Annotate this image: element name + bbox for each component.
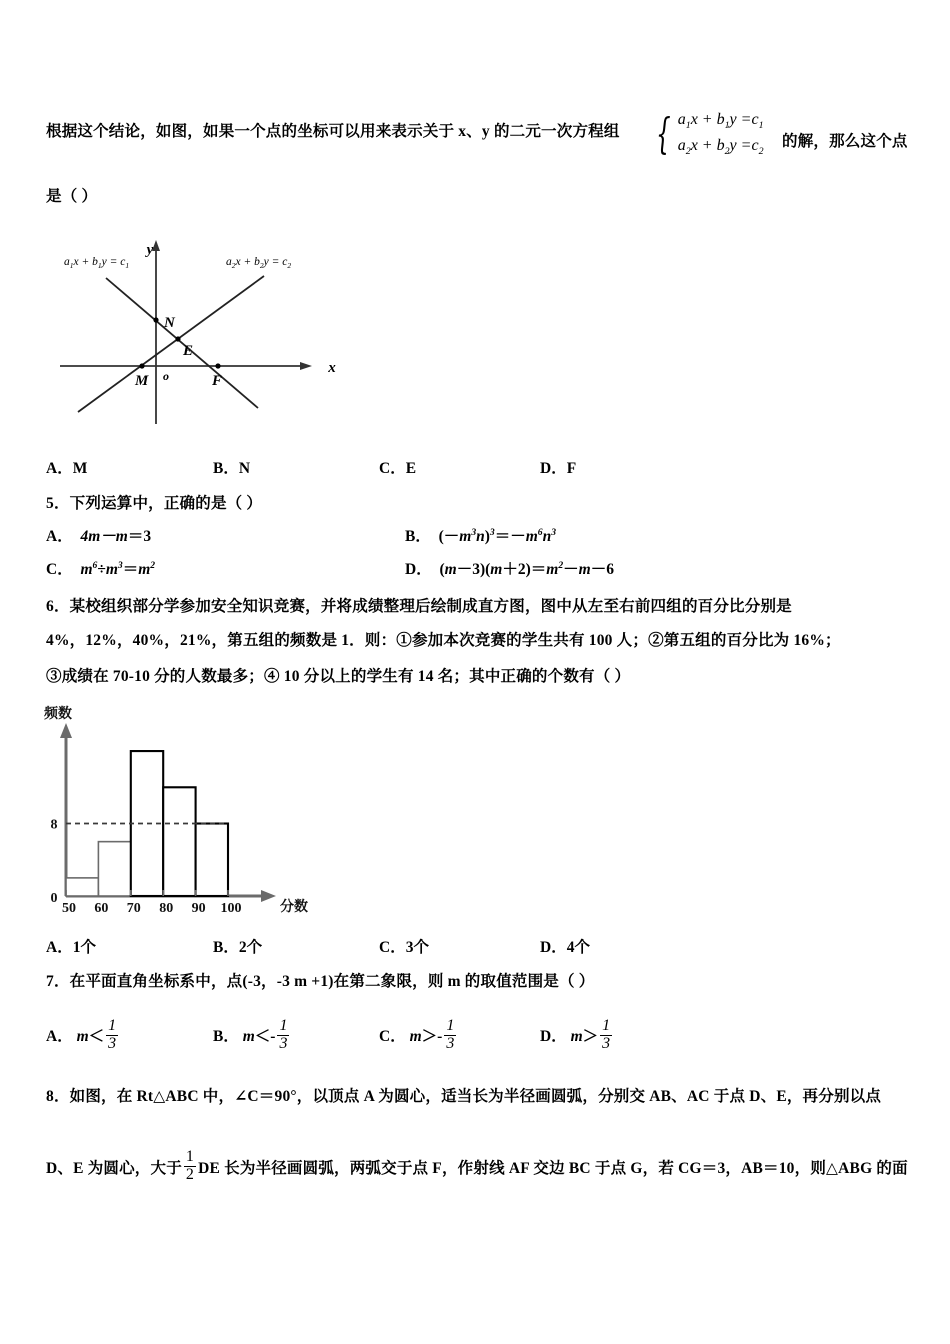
q7-option-d-den: 3 bbox=[602, 1034, 611, 1052]
q7-option-a-num: 1 bbox=[108, 1017, 117, 1034]
q7-option-d[interactable] bbox=[540, 1017, 614, 1055]
line1-equation-label: $a_1x + b_1y = c_1$ bbox=[64, 256, 130, 270]
q4-figure-coordinate-plane bbox=[46, 232, 346, 432]
q4-option-b[interactable]: B．N bbox=[213, 460, 251, 477]
q6-option-c-letter: C． bbox=[379, 939, 406, 956]
q7-option-a-den: 3 bbox=[108, 1034, 117, 1052]
brace-icon: { bbox=[656, 108, 671, 158]
q7-option-c-rel: ＞ bbox=[421, 1027, 438, 1045]
q8-fraction-num: 1 bbox=[185, 1148, 195, 1165]
q7-option-a[interactable] bbox=[46, 1017, 120, 1055]
q5-stem-text: 下列运算中，正确的是（ ） bbox=[69, 495, 263, 512]
q8-stem-line2-before: D、E 为圆心，大于 bbox=[46, 1159, 182, 1177]
q6-option-a-letter: A． bbox=[46, 939, 73, 956]
histogram-x-tick-label: 90 bbox=[191, 901, 206, 916]
point-M bbox=[139, 363, 144, 368]
histogram-y-tick-0: 0 bbox=[50, 891, 58, 906]
q6-figure-histogram bbox=[32, 702, 352, 917]
q6-option-b[interactable] bbox=[213, 935, 262, 957]
q5-option-c[interactable] bbox=[46, 557, 155, 579]
q7-option-a-var: m bbox=[76, 1027, 89, 1045]
q6-option-d-value: 4个 bbox=[566, 939, 590, 956]
q6-number: 6． bbox=[46, 598, 70, 615]
q7-option-a-rel: ＜ bbox=[88, 1027, 105, 1045]
q6-option-c-value: 3个 bbox=[405, 939, 429, 956]
histogram-bar bbox=[66, 878, 98, 896]
q8-fraction-half bbox=[184, 1149, 196, 1184]
label-E: E bbox=[183, 343, 194, 359]
q7-option-b[interactable] bbox=[213, 1017, 291, 1055]
label-M: M bbox=[135, 373, 149, 389]
q7-option-c-var: m bbox=[409, 1027, 422, 1045]
q7-option-b-letter: B． bbox=[213, 1027, 239, 1045]
q6-stem-line1 bbox=[46, 595, 792, 618]
q8-fraction-den: 2 bbox=[185, 1165, 195, 1183]
q4-option-d[interactable]: D．F bbox=[540, 460, 577, 477]
q4-option-c[interactable]: C．E bbox=[379, 460, 417, 477]
q7-stem bbox=[46, 970, 595, 993]
q7-option-d-letter: D． bbox=[540, 1027, 567, 1045]
q7-option-b-sign: - bbox=[270, 1027, 276, 1045]
q7-option-c-fraction bbox=[444, 1018, 456, 1053]
histogram-x-axis-label: 分数 bbox=[280, 898, 308, 914]
histogram-bar bbox=[163, 787, 195, 896]
q7-option-c-sign: - bbox=[437, 1027, 443, 1045]
q5-option-b[interactable] bbox=[405, 524, 556, 546]
q7-stem-text: 在平面直角坐标系中，点(-3，-3 m +1)在第二象限，则 m 的取值范围是（ ） bbox=[69, 973, 595, 990]
histogram-y-tick-8: 8 bbox=[50, 817, 58, 833]
q5-option-b-expr: $(-m^3n)^3=-m^6n^3$ bbox=[434, 526, 557, 545]
q7-number: 7． bbox=[46, 973, 70, 990]
q7-option-a-letter: A． bbox=[46, 1027, 73, 1045]
q5-option-d[interactable] bbox=[405, 557, 614, 579]
line-a2x-b2y-c2 bbox=[78, 276, 264, 412]
q5-option-b-letter: B． bbox=[405, 528, 431, 545]
q6-option-c[interactable] bbox=[379, 935, 429, 957]
q6-option-b-value: 2个 bbox=[238, 939, 263, 956]
point-N bbox=[153, 317, 158, 322]
histogram-x-tick-label: 80 bbox=[159, 901, 174, 916]
q6-option-a-value: 1个 bbox=[72, 939, 96, 956]
histogram-y-axis-arrow-icon bbox=[60, 723, 72, 738]
histogram-x-tick-label: 100 bbox=[220, 901, 242, 916]
q4-equation-line2: $a_2x + b_2y =c_2$ bbox=[677, 136, 764, 157]
histogram-x-tick-label: 60 bbox=[94, 901, 109, 916]
q5-option-d-expr: $(m-3)(m+2)=m^2-m-6$ bbox=[435, 559, 614, 578]
q4-stem-line1-part1: 根据这个结论，如图，如果一个点的坐标可以用来表示关于 x、y 的二元一次方程组 bbox=[46, 123, 620, 140]
q7-option-b-var: m bbox=[242, 1027, 255, 1045]
origin-label: o bbox=[163, 369, 169, 383]
q4-option-a[interactable]: A．M bbox=[46, 460, 88, 477]
histogram-bar bbox=[196, 824, 228, 896]
q6-stem-line2: 4%，12%，40%，21%，第五组的频数是 1．则：①参加本次竞赛的学生共有 100 人；②第五组的百分比为 16%； bbox=[46, 632, 841, 649]
q4-stem-line2: 是（ ） bbox=[46, 188, 98, 205]
y-axis-label: y bbox=[146, 242, 154, 258]
q5-option-d-letter: D． bbox=[405, 561, 432, 578]
label-F: F bbox=[212, 373, 223, 389]
q7-option-c-letter: C． bbox=[379, 1027, 406, 1045]
x-axis-label: x bbox=[328, 360, 336, 376]
q7-option-d-rel: ＞ bbox=[582, 1027, 599, 1045]
q5-option-a-expr: 4m－m bbox=[76, 528, 128, 545]
q4-equation-system bbox=[650, 108, 764, 159]
q7-option-a-fraction bbox=[106, 1018, 118, 1053]
histogram-x-axis-arrow-icon bbox=[261, 890, 276, 902]
histogram-y-axis-label: 频数 bbox=[44, 705, 72, 721]
q7-option-b-fraction bbox=[277, 1018, 289, 1053]
q6-stem-line3: ③成绩在 70-10 分的人数最多；④ 10 分以上的学生有 14 名；其中正确的个数有（ ） bbox=[46, 668, 631, 685]
point-E bbox=[175, 336, 180, 341]
point-F bbox=[215, 363, 220, 368]
q7-option-d-fraction bbox=[600, 1018, 612, 1053]
q8-stem-line1 bbox=[46, 1085, 881, 1108]
q5-option-a[interactable]: A． 4m－m＝3 bbox=[46, 528, 152, 545]
q5-option-c-letter: C． bbox=[46, 561, 73, 578]
q6-option-d[interactable] bbox=[540, 935, 590, 957]
q7-option-d-var: m bbox=[570, 1027, 583, 1045]
q5-option-c-expr: $m^6\div m^3=m^2$ bbox=[80, 559, 156, 578]
label-N: N bbox=[164, 315, 175, 331]
q4-equation-line1: $a_1x + b_1y =c_1$ bbox=[677, 111, 764, 132]
q7-option-b-den: 3 bbox=[279, 1034, 288, 1052]
q4-stem-line1-part2: 的解，那么这个点 bbox=[782, 133, 908, 150]
q7-option-b-rel: ＜ bbox=[254, 1027, 271, 1045]
q8-stem-line1-text: 如图，在 Rt△ABC 中，∠C＝90°，以顶点 A 为圆心，适当长为半径画圆弧，分别交 AB、AC 于点 D、E，再分别以点 bbox=[69, 1088, 882, 1105]
q7-option-c-num: 1 bbox=[446, 1017, 455, 1034]
q7-option-c[interactable] bbox=[379, 1017, 458, 1055]
q8-number: 8． bbox=[46, 1088, 70, 1105]
q6-option-d-letter: D． bbox=[540, 939, 567, 956]
q7-option-b-num: 1 bbox=[279, 1017, 288, 1034]
q5-stem bbox=[46, 492, 262, 515]
q7-option-c-den: 3 bbox=[446, 1034, 455, 1052]
q6-option-a[interactable] bbox=[46, 935, 96, 957]
q6-stem-line1-text: 某校组织部分学参加安全知识竞赛，并将成绩整理后绘制成直方图，图中从左至右前四组的百分比分别是 bbox=[69, 598, 792, 615]
q8-stem-line2 bbox=[46, 1148, 908, 1187]
q5-number: 5． bbox=[46, 495, 70, 512]
q7-option-d-num: 1 bbox=[602, 1017, 611, 1034]
q8-stem-line2-after: DE 长为半径画圆弧，两弧交于点 F，作射线 AF 交边 BC 于点 G，若 CG＝3，AB＝10，则△ABG 的面 bbox=[198, 1159, 908, 1177]
line2-equation-label: $a_2x + b_2y = c_2$ bbox=[226, 256, 292, 270]
x-axis-arrow-icon bbox=[300, 362, 312, 370]
histogram-x-tick-label: 70 bbox=[126, 901, 141, 916]
q5-option-a-letter: A． bbox=[46, 528, 73, 545]
q6-option-b-letter: B． bbox=[213, 939, 239, 956]
histogram-x-tick-label: 50 bbox=[62, 901, 76, 916]
histogram-bar bbox=[98, 842, 130, 896]
